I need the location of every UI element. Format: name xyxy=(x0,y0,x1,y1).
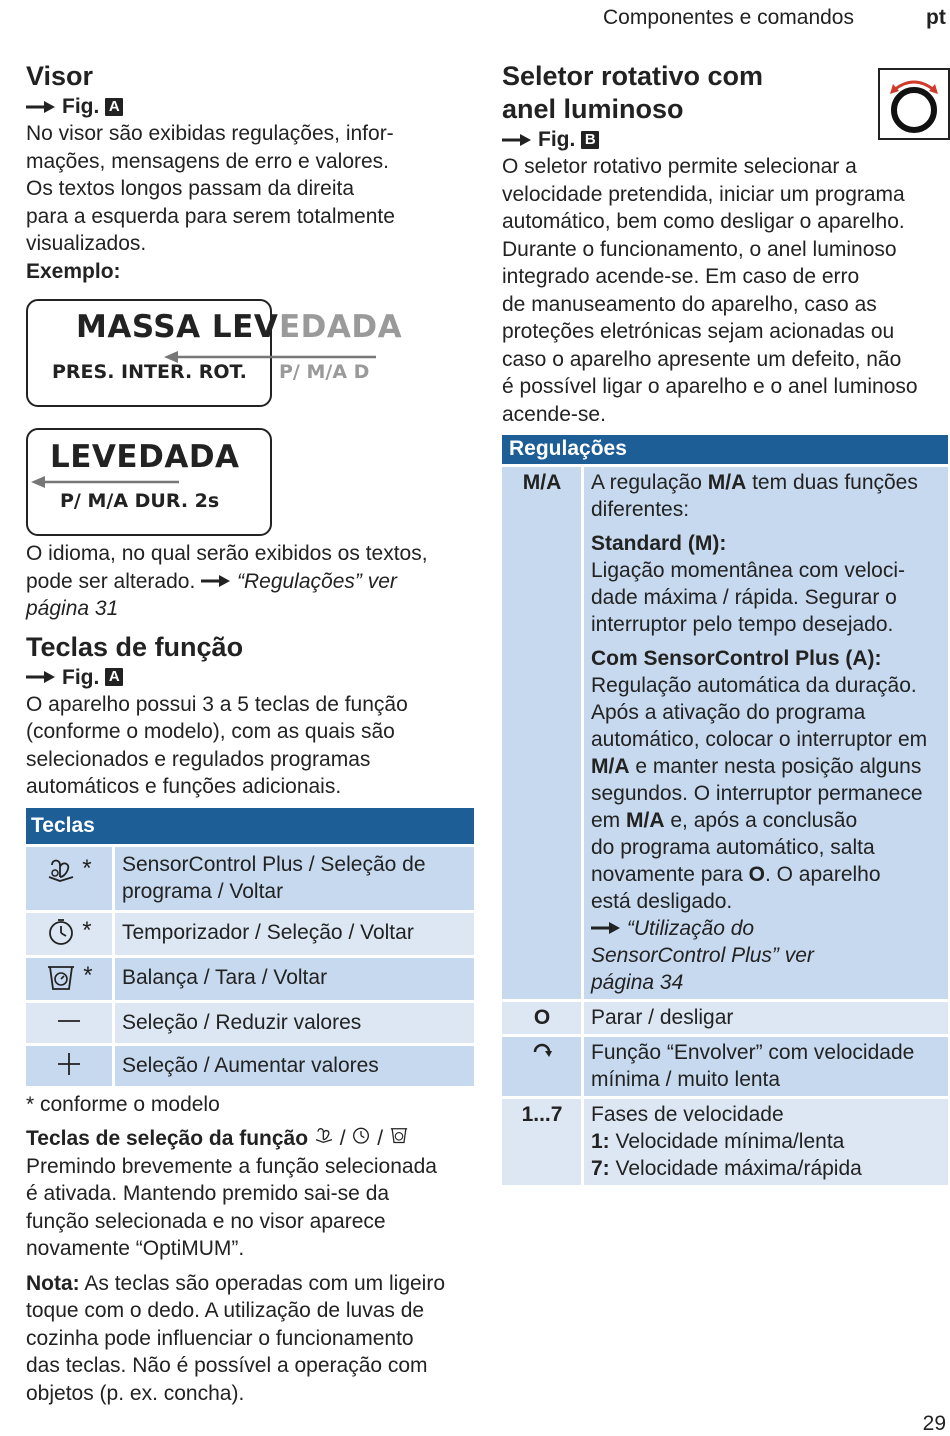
text-line xyxy=(591,1155,942,1182)
key-icon-cell xyxy=(26,1000,115,1043)
setting-description xyxy=(584,464,948,999)
key-description: Seleção / Reduzir valores xyxy=(115,1000,474,1043)
text-part: A regulação xyxy=(591,471,708,494)
sensor-ref-line xyxy=(591,915,942,942)
visor-text xyxy=(26,120,474,258)
text-line: selecionados e regulados programas xyxy=(26,747,371,771)
table-row xyxy=(26,910,474,955)
settings-table xyxy=(502,435,948,1185)
rotary-knob-icon xyxy=(880,70,948,138)
text-line: visualizados. xyxy=(26,232,147,255)
text-line: mações, mensagens de erro e valores. xyxy=(26,149,390,173)
header-language: pt xyxy=(926,6,946,29)
display-text-black: MASSA LEV xyxy=(76,309,279,345)
text-line: Regulação automática da duração. xyxy=(591,674,917,697)
key-description: Seleção / Aumentar valores xyxy=(115,1043,474,1086)
setting-key xyxy=(502,1034,584,1096)
display-small-black: PRES. INTER. ROT. xyxy=(52,361,247,383)
text-line xyxy=(591,1128,942,1155)
text-line: interruptor pelo tempo desejado. xyxy=(591,613,894,636)
text-line: automático, colocar o interruptor em xyxy=(591,728,928,751)
timer-icon xyxy=(46,917,76,947)
text-line: Função “Envolver” com velocidade xyxy=(591,1041,915,1064)
text-line: automáticos e funções adicionais. xyxy=(26,775,342,798)
text-line: função selecionada e no visor aparece xyxy=(26,1209,386,1233)
text-part: . O aparelho xyxy=(764,863,881,886)
text-part: M/A xyxy=(626,809,665,832)
key-icon-cell xyxy=(26,844,115,910)
settings-link[interactable]: “Regulações” ver xyxy=(236,569,397,593)
text-line: No visor são exibidas regulações, infor- xyxy=(26,122,394,145)
selector-fig-label: Fig. xyxy=(538,128,576,151)
selection-title: Teclas de seleção da função xyxy=(26,1127,309,1150)
text-line: é possível ligar o aparelho e o anel luminoso xyxy=(502,375,918,398)
visor-fig-ref xyxy=(26,93,474,120)
visor-fig-letter: A xyxy=(105,98,123,116)
left-column xyxy=(26,60,474,1407)
display-example-1 xyxy=(26,295,474,420)
text-line xyxy=(591,807,942,834)
footnote: * conforme o modelo xyxy=(26,1092,220,1116)
scale-icon xyxy=(389,1125,409,1145)
language-note xyxy=(26,540,474,623)
text-line: (conforme o modelo), com as quais são xyxy=(26,720,395,743)
minus-icon xyxy=(55,1007,83,1035)
text-line: O idioma, no qual serão exibidos os textos, xyxy=(26,542,428,565)
key-description: Balança / Tara / Voltar xyxy=(115,955,474,1000)
text-part: Velocidade mínima/lenta xyxy=(609,1130,845,1153)
selector-text xyxy=(502,153,948,428)
display-small-grey: P/ M/A D xyxy=(279,361,370,383)
text-line: automático, bem como desligar o aparelho. xyxy=(502,210,905,233)
key-description: Temporizador / Seleção / Voltar xyxy=(115,910,474,955)
table-row xyxy=(26,1000,474,1043)
table-row xyxy=(26,844,474,910)
text-line: velocidade pretendida, iniciar um programa xyxy=(502,182,905,206)
example-label: Exemplo: xyxy=(26,259,121,283)
table-row xyxy=(502,999,948,1034)
keys-table xyxy=(26,808,474,1086)
text-part: Velocidade máxima/rápida xyxy=(609,1157,862,1180)
text-line xyxy=(26,1270,474,1298)
teclas-text xyxy=(26,691,474,801)
selection-title-line xyxy=(26,1125,474,1153)
arrow-right-icon xyxy=(26,670,56,684)
separator: / xyxy=(377,1127,384,1150)
text-part: M/A xyxy=(707,471,747,494)
visor-fig-label: Fig. xyxy=(62,95,100,118)
page-header xyxy=(0,2,950,32)
text-line: Os textos longos passam da direita xyxy=(26,177,355,200)
key-description: SensorControl Plus / Seleção de programa / Voltar xyxy=(115,844,474,910)
sensor-title: Com SensorControl Plus (A): xyxy=(591,647,882,670)
text-line: de manuseamento do aparelho, caso as xyxy=(502,292,877,316)
text-part: M/A xyxy=(591,755,630,778)
text-line: para a esquerda para serem totalmente xyxy=(26,204,395,228)
arrow-right-icon xyxy=(26,100,56,114)
timer-icon xyxy=(351,1125,371,1145)
rotary-ring-illustration xyxy=(878,68,950,140)
text-line xyxy=(26,568,474,596)
text-part: novamente para xyxy=(591,863,749,886)
text-line: está desligado. xyxy=(591,890,733,913)
off-symbol: O xyxy=(748,863,765,886)
ma-intro xyxy=(591,469,942,523)
setting-description: Parar / desligar xyxy=(584,999,948,1034)
text-line-part: As teclas são operadas com um ligeiro xyxy=(79,1271,446,1295)
plus-icon xyxy=(55,1050,83,1078)
text-line: proteções eletrónicas sejam acionadas ou xyxy=(502,320,895,343)
table-row xyxy=(502,1034,948,1096)
setting-key: 1...7 xyxy=(502,1096,584,1185)
text-line: Premindo brevemente a função selecionada xyxy=(26,1154,437,1178)
text-line: O seletor rotativo permite selecionar a xyxy=(502,155,857,178)
text-part: em xyxy=(591,809,627,832)
table-row xyxy=(502,1096,948,1185)
text-part: 7: xyxy=(591,1157,610,1180)
text-line: segundos. O interruptor permanece xyxy=(591,782,923,805)
table-row xyxy=(26,955,474,1000)
standard-title: Standard (M): xyxy=(591,532,727,555)
text-line: integrado acende-se. Em caso de erro xyxy=(502,265,860,288)
setting-key: O xyxy=(502,999,584,1034)
selection-text xyxy=(26,1153,474,1263)
separator: / xyxy=(339,1127,346,1150)
text-line xyxy=(591,753,942,780)
arrow-right-icon xyxy=(591,921,621,935)
display2-big-text: LEVEDADA xyxy=(50,439,240,475)
setting-description xyxy=(584,1034,948,1096)
settings-table-header: Regulações xyxy=(502,435,948,464)
right-column xyxy=(502,60,948,1185)
setting-description xyxy=(584,1096,948,1185)
sensor-control-icon xyxy=(46,855,76,885)
text-line: objetos (p. ex. concha). xyxy=(26,1381,245,1405)
setting-key: M/A xyxy=(502,464,584,999)
text-part: e manter nesta posição alguns xyxy=(629,755,922,778)
model-star: * xyxy=(83,961,93,989)
text-line: Fases de velocidade xyxy=(591,1103,784,1126)
nota-label: Nota: xyxy=(26,1271,80,1295)
text-line: Ligação momentânea com veloci- xyxy=(591,559,905,582)
teclas-heading: Teclas de função xyxy=(26,631,244,662)
display2-small-text: P/ M/A DUR. 2s xyxy=(60,490,220,512)
text-line: cozinha pode influenciar o funcionamento xyxy=(26,1326,414,1350)
teclas-fig-letter: A xyxy=(105,668,123,686)
model-star: * xyxy=(82,854,92,882)
page-number: 29 xyxy=(922,1412,946,1435)
text-part: tem duas funções diferentes: xyxy=(591,471,918,521)
text-line-part: pode ser alterado. xyxy=(26,569,196,593)
sensor-usage-link-page[interactable]: página 34 xyxy=(591,971,684,994)
header-title: Componentes e comandos xyxy=(603,6,854,29)
table-row xyxy=(26,1043,474,1086)
teclas-fig-ref xyxy=(26,664,474,691)
selector-fig-letter: B xyxy=(581,131,599,149)
scale-icon xyxy=(45,962,77,992)
display-text-grey: EDADA xyxy=(279,309,403,345)
teclas-fig-label: Fig. xyxy=(62,665,100,689)
sensor-control-icon xyxy=(314,1125,334,1145)
text-line: caso o aparelho apresente um defeito, não xyxy=(502,347,902,371)
scroll-arrow-icon xyxy=(31,475,181,489)
text-line: mínima / muito lenta xyxy=(591,1068,781,1091)
display-example-2 xyxy=(26,428,474,538)
key-icon-cell xyxy=(26,955,115,1000)
sensor-usage-link[interactable]: “Utilização do xyxy=(626,917,755,940)
arrow-right-icon xyxy=(502,133,532,147)
text-line: das teclas. Não é possível a operação com xyxy=(26,1354,428,1377)
text-line: novamente “OptiMUM”. xyxy=(26,1237,245,1260)
settings-link-page[interactable]: página 31 xyxy=(26,597,119,620)
text-line: do programa automático, salta xyxy=(591,836,875,859)
sensor-usage-link-2[interactable]: SensorControl Plus” ver xyxy=(591,944,814,967)
key-icon-cell xyxy=(26,910,115,955)
selector-heading-line2: anel luminoso xyxy=(502,94,684,124)
selector-heading-line1: Seletor rotativo com xyxy=(502,61,764,91)
table-row xyxy=(502,464,948,999)
text-line: é ativada. Mantendo premido sai-se da xyxy=(26,1182,390,1205)
visor-heading: Visor xyxy=(26,61,94,91)
text-line: toque com o dedo. A utilização de luvas de xyxy=(26,1299,425,1322)
fold-rotate-icon xyxy=(531,1039,553,1061)
keys-table-header: Teclas xyxy=(26,808,474,844)
text-line xyxy=(591,861,942,888)
text-line: dade máxima / rápida. Segurar o xyxy=(591,586,897,609)
text-line: Após a ativação do programa xyxy=(591,701,866,724)
model-star: * xyxy=(82,916,92,944)
nota-text xyxy=(26,1270,474,1408)
text-part: e, após a conclusão xyxy=(664,809,858,832)
arrow-right-icon xyxy=(201,574,231,588)
text-line: Durante o funcionamento, o anel luminoso xyxy=(502,237,897,261)
text-line: acende-se. xyxy=(502,402,606,426)
text-line: O aparelho possui 3 a 5 teclas de função xyxy=(26,692,408,716)
text-part: 1: xyxy=(591,1130,610,1153)
key-icon-cell xyxy=(26,1043,115,1086)
